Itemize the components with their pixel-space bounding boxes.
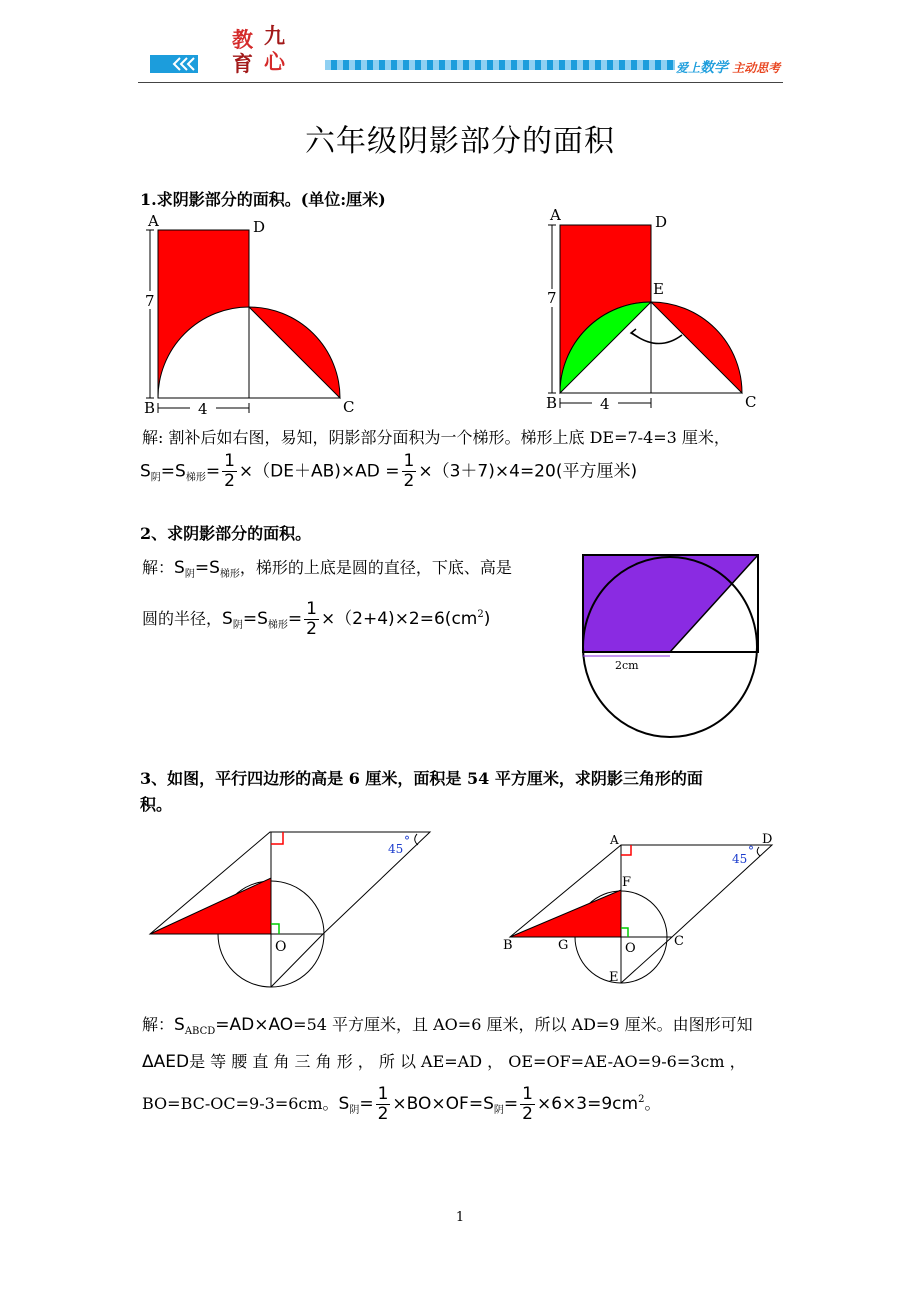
q1-formula: [140, 452, 637, 491]
header-divider: [138, 82, 783, 83]
s-symbol: S: [175, 461, 186, 482]
subscript: ABCD: [184, 1026, 216, 1037]
label-b: B: [144, 399, 156, 417]
s-symbol: S: [174, 1015, 185, 1035]
q1-heading: 1.求阴影部分的面积。(单位:厘米): [140, 190, 386, 209]
denominator: 2: [403, 471, 415, 491]
page-title: 六年级阴影部分的面积: [305, 124, 615, 159]
denominator: 2: [377, 1104, 389, 1124]
equals: =: [359, 1094, 374, 1114]
q1-figure-right: [540, 203, 770, 418]
s-symbol: S: [222, 609, 233, 629]
angle-label: 45: [388, 842, 404, 856]
subscript: 梯形: [267, 620, 288, 631]
subscript: 阴: [493, 1105, 504, 1116]
q3-solution-line3: [142, 1085, 660, 1124]
label-base: 4: [600, 395, 610, 413]
s-symbol: S: [174, 558, 185, 578]
q3-figure-right: [500, 828, 785, 993]
label-a: A: [610, 833, 619, 847]
label-b: B: [546, 394, 558, 412]
fraction-half: [376, 1085, 391, 1124]
unit: cm: [612, 1094, 639, 1114]
fraction-half: [304, 600, 319, 639]
label-base: 4: [198, 400, 208, 418]
label-d: D: [655, 213, 668, 231]
logo-char: 育: [232, 51, 253, 76]
label-d: D: [762, 832, 773, 847]
numerator: 1: [377, 1084, 389, 1104]
sol-prefix: 解：: [142, 558, 175, 577]
denominator: 2: [224, 471, 235, 491]
logo-char: 心: [264, 49, 285, 74]
equals: =: [160, 461, 176, 482]
label-e: E: [609, 970, 619, 985]
q2-solution-line1: [142, 558, 512, 585]
subscript: 梯形: [185, 472, 206, 484]
page-number: 1: [455, 1210, 465, 1225]
sol-text: ，梯形的上底是圆的直径，下底、高是: [239, 558, 512, 577]
subscript: 阴: [184, 569, 195, 580]
triangle-aed: ΔAED: [142, 1052, 190, 1072]
equals: =: [468, 1094, 484, 1114]
denominator: 2: [306, 619, 317, 639]
q2-solution-line2: [142, 600, 490, 639]
q3-figure-left: [140, 820, 440, 990]
q1-solution-line1: 解: 割补后如右图，易知，阴影部分面积为一个梯形。梯形上底 DE=7-4=3 厘米，: [142, 428, 730, 447]
expression: ×6×3=9: [536, 1094, 613, 1114]
subscript: 梯形: [219, 569, 240, 580]
q3-solution-line1: [142, 1015, 753, 1042]
s-symbol: S: [483, 1094, 494, 1114]
label-g: G: [558, 938, 569, 953]
degree-sign: °: [404, 834, 410, 848]
sol-prefix: 解：: [142, 1015, 175, 1034]
banner-arrows: [150, 55, 198, 73]
label-c: C: [745, 393, 757, 411]
q3-solution-line2: [142, 1052, 746, 1072]
superscript: 2: [477, 609, 484, 620]
sol-text: 圆的半径，: [142, 609, 223, 628]
close-paren: ): [483, 609, 491, 629]
sol-text: =54 平方厘米，且 AO=6 厘米，所以 AD=9 厘米。由图形可知: [293, 1015, 753, 1034]
unit: cm: [451, 609, 478, 629]
angle-label: 45: [732, 852, 748, 866]
sol-text: 是 等 腰 直 角 三 角 形 ， 所 以 AE=AD ， OE=OF=AE-AO=9-6=3cm ，: [189, 1052, 746, 1071]
equals: =: [242, 609, 258, 629]
numerator: 1: [403, 451, 415, 471]
slogan-part: 数学: [700, 60, 729, 76]
label-o: O: [625, 941, 636, 956]
s-symbol: S: [338, 1094, 350, 1114]
expression: ×BO×OF: [392, 1094, 469, 1114]
label-b: B: [503, 938, 513, 953]
logo: [230, 22, 296, 74]
subscript: 阴: [349, 1105, 360, 1116]
logo-char: 教: [232, 27, 253, 52]
sol-text: BO=BC-OC=9-3=6cm。: [142, 1094, 339, 1113]
label-o: O: [275, 939, 287, 955]
degree-sign: °: [748, 844, 754, 858]
label-f: F: [622, 875, 632, 890]
slogan-part: 爱上: [676, 61, 701, 75]
label-c: C: [343, 398, 355, 416]
label-c: C: [674, 934, 684, 949]
slogan: [676, 57, 780, 77]
expression: ×（DE＋AB)×AD =: [238, 461, 400, 482]
double-chevron-icon: [150, 55, 198, 73]
fraction-half: [520, 1085, 535, 1124]
s-symbol: S: [209, 558, 220, 578]
q2-heading: 2、求阴影部分的面积。: [140, 524, 312, 543]
denominator: 2: [522, 1104, 533, 1124]
label-a: A: [550, 206, 561, 224]
expression: ×（2+4)×2=6(: [320, 609, 452, 629]
q3-heading-line2: 积。: [140, 795, 173, 814]
expression: ×（3＋7)×4=20(平方厘米): [418, 461, 638, 482]
fraction-half: [222, 452, 237, 491]
numerator: 1: [224, 451, 235, 471]
label-d: D: [253, 218, 266, 236]
label-2cm: 2cm: [615, 659, 639, 672]
fraction-half: [402, 452, 417, 491]
numerator: 1: [306, 599, 317, 619]
s-symbol: S: [257, 609, 268, 629]
banner-stripe: [325, 60, 675, 70]
numerator: 1: [522, 1084, 533, 1104]
period: 。: [644, 1094, 661, 1113]
label-side: 7: [547, 289, 557, 307]
label-a: A: [148, 212, 159, 230]
q3-heading-line1: 3、如图，平行四边形的高是 6 厘米，面积是 54 平方厘米，求阴影三角形的面: [140, 769, 703, 788]
q2-figure: [578, 550, 763, 748]
expression: =AD×AO: [215, 1015, 294, 1035]
logo-char: 九: [264, 23, 285, 48]
label-e: E: [653, 280, 664, 298]
equals: =: [205, 461, 221, 482]
equals: =: [194, 558, 210, 578]
q1-figure-left: [138, 208, 368, 418]
equals: =: [287, 609, 303, 629]
subscript: 阴: [150, 472, 161, 484]
slogan-part: 主动思考: [732, 61, 781, 75]
s-symbol: S: [140, 461, 151, 482]
superscript: 2: [638, 1094, 645, 1105]
equals: =: [503, 1094, 519, 1114]
subscript: 阴: [232, 620, 243, 631]
label-side: 7: [145, 292, 155, 310]
